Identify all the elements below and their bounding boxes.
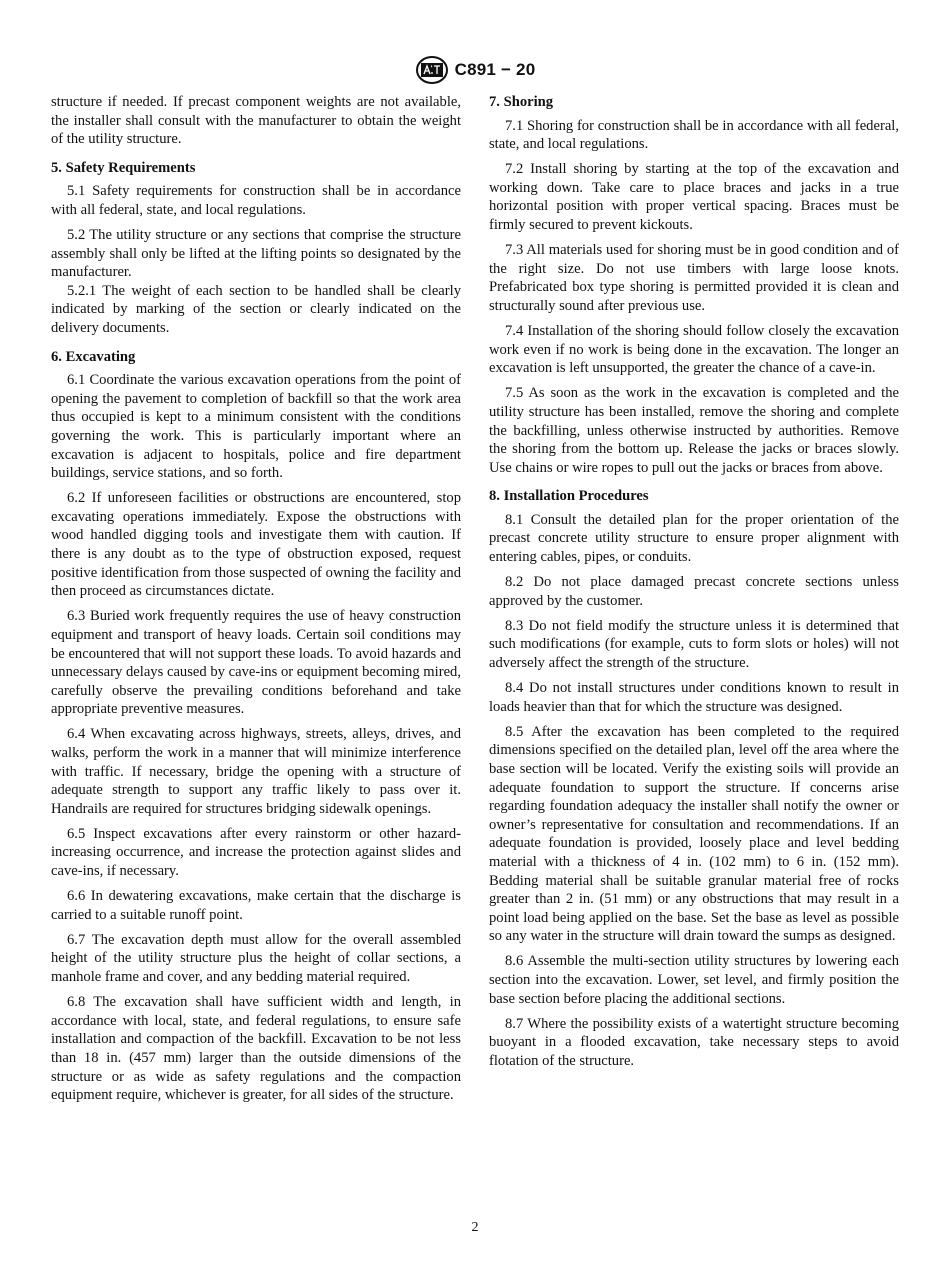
paragraph-7-4: 7.4 Installation of the shoring should follow closely the excavation work even if no work is being done in the excavation. The longer an excavation is left unsupported, the greater the chance of a cave-in. — [489, 323, 899, 377]
astm-logo-icon — [415, 55, 449, 85]
paragraph-5-1: 5.1 Safety requirements for construction shall be in accordance with all federal, state, and local regulations. — [51, 183, 461, 218]
section-5-heading: 5. Safety Requirements — [51, 159, 196, 176]
right-column — [489, 93, 899, 1077]
paragraph-5-2-1: 5.2.1 The weight of each section to be handled shall be clearly indicated by marking of the section or clearly indicated on the delivery documents. — [51, 282, 461, 337]
paragraph-7-1: 7.1 Shoring for construction shall be in accordance with all federal, state, and local regulations. — [489, 117, 899, 153]
paragraph-5-2: 5.2 The utility structure or any sections that comprise the structure assembly shall only be lifted at the lifting points so designated by the manufacturer. — [51, 227, 461, 281]
paragraph-8-3: 8.3 Do not field modify the structure unless it is determined that such modifications (for example, cuts to form slots or holes) will not adversely affect the strength of the structure. — [489, 617, 899, 672]
paragraph-7-3: 7.3 All materials used for shoring must be in good condition and of the right size. Do not use timbers with large loose knots. Prefabricated box type shoring is permitted provided it is clean and structurally sound after previous use. — [489, 242, 899, 314]
paragraph-6-8: 6.8 The excavation shall have sufficient width and length, in accordance with local, state, and federal regulations, to ensure safe installation and compaction of the backfill. Excavation to be not less than 18 in. (457 mm) larger than the outside dimensions of the structure or as wide as safety regulations and the compaction equipment require, whichever is greater, for all sides of the structure. — [51, 994, 461, 1104]
paragraph-8-1: 8.1 Consult the detailed plan for the proper orientation of the precast concrete utility structure to ensure proper alignment with entering cables, pipes, or conduits. — [489, 511, 899, 566]
section-6-heading: 6. Excavating — [51, 348, 136, 365]
paragraph-8-5: 8.5 After the excavation has been completed to the required dimensions specified on the detailed plan, level off the area where the base section will be located. Verify the existing soils will provide an adequate foundation to support the structure. If concerns arise regarding foundation adequacy the installer shall notify the owner or owner’s representative for consultation and recommendations. If an adequate foundation is provided, loosely place and level bedding material with a thickness of 4 in. (102 mm) to 6 in. (152 mm). Bedding material shall be suitable granular material free of rocks greater than 2 in. (51 mm) or any obstructions that may result in a point load being applied on the base. Set the base as level as possible so any water in the structure will drain toward the sumps as designed. — [489, 723, 899, 945]
paragraph-6-6: 6.6 In dewatering excavations, make certain that the discharge is carried to a suitable runoff point. — [51, 888, 461, 923]
document-id: C891 − 20 — [454, 60, 536, 79]
page-header — [0, 55, 950, 90]
section-7-heading: 7. Shoring — [489, 94, 554, 110]
paragraph-7-2: 7.2 Install shoring by starting at the top of the excavation and working down. Take care to place braces and jacks in a true horizontal position with proper vertical spacing. Braces must be firmly secured to prevent kickouts. — [489, 161, 899, 234]
paragraph-8-6: 8.6 Assemble the multi-section utility structures by lowering each section into the excavation. Lower, set level, and firmly position the base section before placing the additional sections. — [489, 953, 899, 1007]
paragraph-6-5: 6.5 Inspect excavations after every rainstorm or other hazard-increasing occurrence, and increase the protection against slides and cave-ins, if necessary. — [51, 825, 461, 880]
paragraph-8-4: 8.4 Do not install structures under conditions known to result in loads heavier than that for which the structure was designed. — [489, 680, 899, 715]
paragraph-6-2: 6.2 If unforeseen facilities or obstructions are encountered, stop excavating operations immediately. Expose the obstructions with wood handled digging tools and investigate them with caution. If there is any doubt as to the type of obstruction exposed, request positive identification from those suspected of owning the facility and then proceed as circumstances dictate. — [51, 490, 461, 600]
paragraph-8-7: 8.7 Where the possibility exists of a watertight structure becoming buoyant in a flooded excavation, take necessary steps to avoid flotation of the structure. — [489, 1015, 899, 1069]
paragraph-6-3: 6.3 Buried work frequently requires the use of heavy construction equipment and transport of heavy loads. Certain soil conditions may be encountered that will not support these loads. To avoid hazards and unnecessary delays caused by cave-ins or equipment becoming mired, carefully observe the prevailing conditions beforehand and take appropriate preventive measures. — [51, 608, 461, 718]
paragraph-6-7: 6.7 The excavation depth must allow for the overall assembled height of the utility structure plus the height of collar sections, a manhole frame and cover, and any bedding material required. — [51, 931, 461, 986]
paragraph-7-5: 7.5 As soon as the work in the excavation is completed and the utility structure has been installed, remove the shoring and complete the backfilling, unless otherwise instructed by authorities. Remove the shoring from the bottom up. Release the jacks or braces slowly. Use chains or wire ropes to pull out the jacks or braces from above. — [489, 385, 899, 476]
paragraph-6-4: 6.4 When excavating across highways, streets, alleys, drives, and walks, perform the work in a manner that will minimize interference with traffic. If necessary, bridge the opening with a structure of adequate strength to support any traffic likely to pass over it. Handrails are required for structures bridging sidewalk openings. — [51, 726, 461, 817]
intro-paragraph: structure if needed. If precast component weights are not available, the installer shall consult with the manufacturer to obtain the weight of the utility structure. — [51, 94, 461, 148]
section-8-heading: 8. Installation Procedures — [489, 488, 649, 505]
paragraph-8-2: 8.2 Do not place damaged precast concrete sections unless approved by the customer. — [489, 574, 899, 609]
left-column — [51, 93, 461, 1111]
paragraph-6-1: 6.1 Coordinate the various excavation operations from the point of opening the pavement to completion of backfill so that the work area thus occupied is kept to a minimum consistent with the conditions governing the work. This is particularly important where an excavation is adjacent to hospitals, police and fire department buildings, service stations, and so forth. — [51, 372, 461, 482]
page-number: 2 — [471, 1220, 479, 1235]
